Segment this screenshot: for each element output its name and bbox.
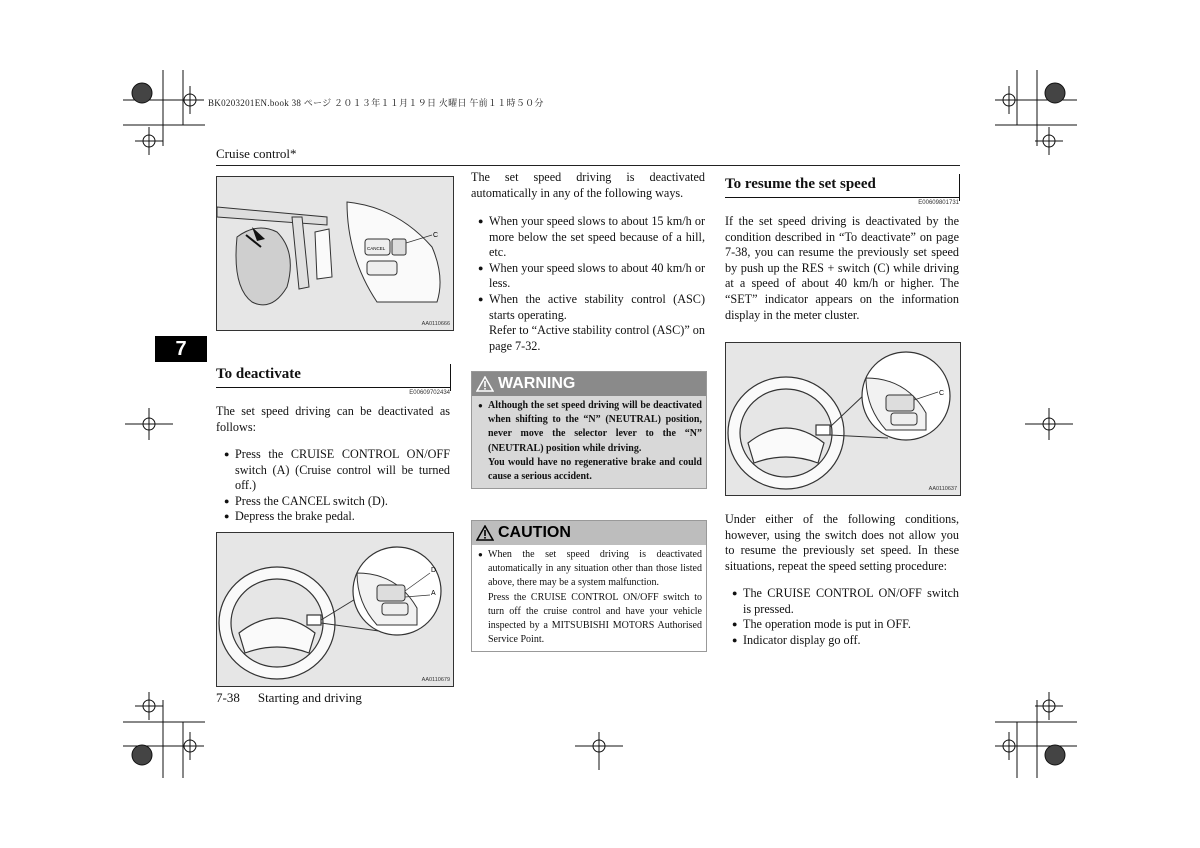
- label-cancel: CANCEL: [367, 246, 386, 251]
- caution-item: [478, 548, 702, 647]
- steering-wheel-illustration: [217, 533, 453, 686]
- list-item: ● When your speed slows to about 15 km/h or more below the set speed because of a hill, etc.: [478, 214, 705, 261]
- deactivate-intro: The set speed driving can be deactivated as follows:: [216, 404, 450, 434]
- caution-label: CAUTION: [498, 524, 571, 541]
- heading-to-deactivate: [216, 366, 450, 388]
- figure-code: AA0110679: [421, 677, 450, 683]
- warning-text-2: You would have no regenerative brake and could cause a serious accident.: [488, 456, 702, 483]
- caution-body: [472, 545, 706, 651]
- figure-steering-switch-closeup: [216, 176, 454, 331]
- label-d: D: [431, 567, 437, 574]
- heading-code: E00609702434: [409, 390, 450, 396]
- list-item: ● Press the CANCEL switch (D).: [224, 494, 450, 510]
- figure-steering-wheel-a-d: [216, 532, 454, 687]
- heading-text: To resume the set speed: [725, 176, 876, 192]
- auto-deactivate-list: [478, 214, 705, 354]
- auto-deactivate-intro: The set speed driving is deactivated automatically in any of the following ways.: [471, 170, 705, 200]
- caution-text-2: Press the CRUISE CONTROL ON/OFF switch to turn off the cruise control and have your vehicle inspected by a MITSUBISHI MOTORS Authorised Service Point.: [488, 591, 702, 646]
- list-item: ● Depress the brake pedal.: [224, 509, 450, 525]
- heading-resume-set-speed: [725, 176, 959, 198]
- list-item-refer: Refer to “Active stability control (ASC)” on page 7-32.: [489, 323, 705, 353]
- steering-wheel-res-illustration: [726, 343, 960, 495]
- list-item: ● Indicator display go off.: [732, 633, 959, 649]
- label-c: C: [939, 390, 945, 397]
- label-a: A: [431, 590, 436, 597]
- figure-steering-wheel-c: [725, 342, 961, 496]
- section-title: Cruise control*: [216, 146, 297, 161]
- caution-triangle-icon: [476, 525, 494, 541]
- steering-switch-illustration: [217, 177, 453, 330]
- list-item: ● When your speed slows to about 40 km/h or less.: [478, 261, 705, 292]
- resume-paragraph: If the set speed driving is deactivated by the condition described in “To deactivate” on page 7-38, you can resume the previously set speed by push up the RES + switch (C) while driving at a speed of about 40 km/h or higher. The “SET” indicator appears on the information display in the meter cluster.: [725, 214, 959, 322]
- warning-label: WARNING: [498, 375, 576, 392]
- conditions-list: [732, 586, 959, 648]
- list-item: [478, 292, 705, 354]
- warning-box: [471, 371, 707, 489]
- page-number: 7-38: [216, 690, 240, 705]
- header-rule: [216, 165, 960, 166]
- deactivate-list: [224, 447, 450, 525]
- caution-header: [472, 521, 706, 545]
- label-c: C: [433, 232, 439, 239]
- warning-triangle-icon: [476, 376, 494, 392]
- warning-text: Although the set speed driving will be deactivated when shifting to the “N” (NEUTRAL) position, never move the selector lever to the “N” (NEUTRAL) position while driving.: [488, 400, 702, 454]
- figure-code: AA0110637: [928, 486, 957, 492]
- list-item: ● The CRUISE CONTROL ON/OFF switch is pressed.: [732, 586, 959, 617]
- warning-item: [478, 399, 702, 484]
- list-item: ● Press the CRUISE CONTROL ON/OFF switch (A) (Cruise control will be turned off.): [224, 447, 450, 494]
- page-footer: [216, 690, 380, 706]
- list-item: ● The operation mode is put in OFF.: [732, 617, 959, 633]
- caution-text: When the set speed driving is deactivated automatically in any situation other than those listed above, there may be a system malfunction.: [488, 549, 702, 589]
- conditions-paragraph: Under either of the following conditions, however, using the switch does not allow you to resume the previously set speed. In these situations, repeat the speed setting procedure:: [725, 512, 959, 573]
- warning-header: [472, 372, 706, 396]
- figure-code: AA0110666: [421, 321, 450, 327]
- list-item-text: When the active stability control (ASC) starts operating.: [489, 291, 705, 322]
- warning-body: [472, 396, 706, 488]
- heading-code: E00609801731: [918, 200, 959, 206]
- chapter-name: Starting and driving: [257, 690, 362, 705]
- print-header-meta: BK0203201EN.book 38 ページ ２０１３年１１月１９日 火曜日 午前１１時５０分: [208, 98, 544, 108]
- heading-text: To deactivate: [216, 366, 301, 382]
- chapter-tab: 7: [155, 336, 207, 362]
- caution-box: [471, 520, 707, 652]
